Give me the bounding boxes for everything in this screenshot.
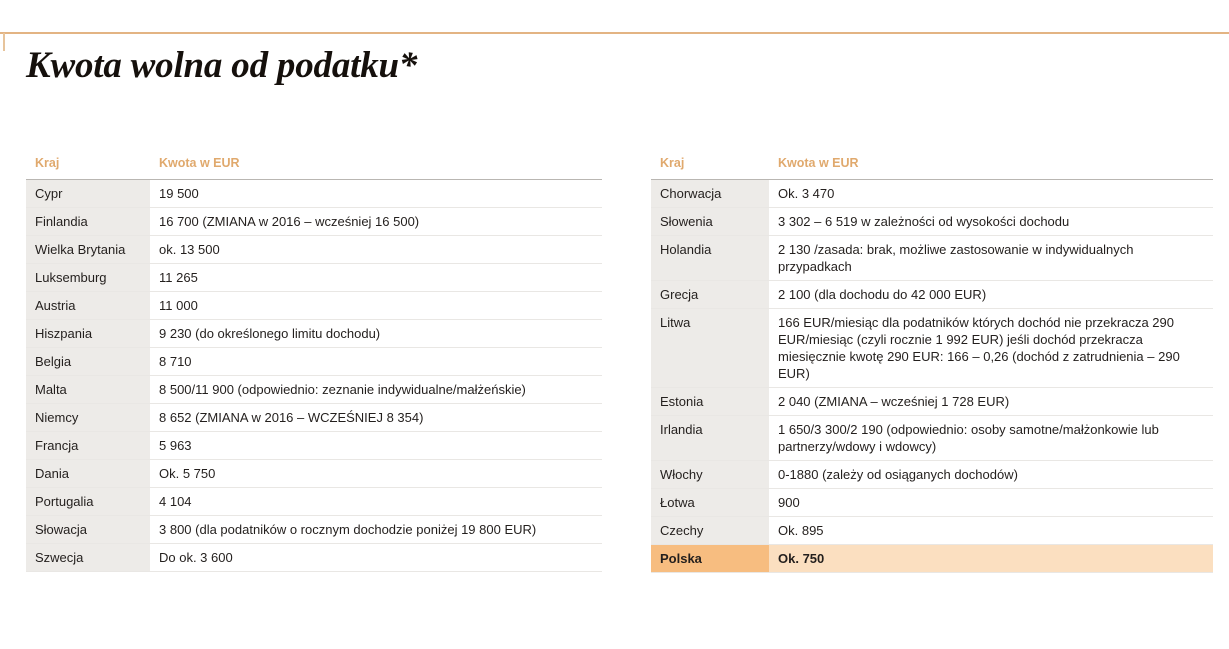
- right-table: [651, 156, 1213, 573]
- cell-amount: 11 265: [150, 264, 602, 292]
- table-row: [26, 432, 602, 460]
- cell-country: Austria: [26, 292, 150, 320]
- table-row: [26, 376, 602, 404]
- table-row: [651, 309, 1213, 388]
- left-table-body: [26, 180, 602, 572]
- cell-country: Grecja: [651, 281, 769, 309]
- top-accent-rule: [0, 32, 1229, 34]
- table-row: [651, 388, 1213, 416]
- cell-amount: 8 652 (ZMIANA w 2016 – WCZEŚNIEJ 8 354): [150, 404, 602, 432]
- table-row: [651, 545, 1213, 573]
- table-row: [651, 461, 1213, 489]
- column-header-country: Kraj: [651, 156, 769, 180]
- table-row: [26, 460, 602, 488]
- table-row: [26, 180, 602, 208]
- cell-country: Dania: [26, 460, 150, 488]
- cell-country: Litwa: [651, 309, 769, 388]
- cell-amount: 2 100 (dla dochodu do 42 000 EUR): [769, 281, 1213, 309]
- cell-amount: 0-1880 (zależy od osiąganych dochodów): [769, 461, 1213, 489]
- cell-amount: 900: [769, 489, 1213, 517]
- cell-amount: Ok. 750: [769, 545, 1213, 573]
- cell-amount: 8 710: [150, 348, 602, 376]
- cell-country: Finlandia: [26, 208, 150, 236]
- cell-amount: 3 302 – 6 519 w zależności od wysokości dochodu: [769, 208, 1213, 236]
- cell-country: Cypr: [26, 180, 150, 208]
- cell-amount: 2 130 /zasada: brak, możliwe zastosowanie w indywidualnych przypadkach: [769, 236, 1213, 281]
- table-row: [26, 208, 602, 236]
- cell-amount: Ok. 5 750: [150, 460, 602, 488]
- table-row: [26, 320, 602, 348]
- cell-country: Włochy: [651, 461, 769, 489]
- cell-amount: 19 500: [150, 180, 602, 208]
- cell-country: Luksemburg: [26, 264, 150, 292]
- cell-country: Francja: [26, 432, 150, 460]
- cell-amount: 4 104: [150, 488, 602, 516]
- cell-country: Belgia: [26, 348, 150, 376]
- left-table-container: [26, 156, 602, 572]
- cell-amount: 166 EUR/miesiąc dla podatników których dochód nie przekracza 290 EUR/miesiąc (czyli rocznie 1 992 EUR) jeśli dochód przekracza miesięcznie kwotę 290 EUR: 166 – 0,26 (dochód z zatrudnienia – 290 EUR): [769, 309, 1213, 388]
- cell-amount: Do ok. 3 600: [150, 544, 602, 572]
- column-header-amount: Kwota w EUR: [150, 156, 602, 180]
- cell-amount: ok. 13 500: [150, 236, 602, 264]
- table-row: [26, 516, 602, 544]
- cell-amount: 16 700 (ZMIANA w 2016 – wcześniej 16 500): [150, 208, 602, 236]
- cell-amount: 3 800 (dla podatników o rocznym dochodzie poniżej 19 800 EUR): [150, 516, 602, 544]
- cell-country: Szwecja: [26, 544, 150, 572]
- table-row: [26, 292, 602, 320]
- cell-country: Niemcy: [26, 404, 150, 432]
- table-header-row: [651, 156, 1213, 180]
- cell-country: Wielka Brytania: [26, 236, 150, 264]
- cell-country: Estonia: [651, 388, 769, 416]
- column-header-country: Kraj: [26, 156, 150, 180]
- cell-country: Słowacja: [26, 516, 150, 544]
- table-row: [651, 208, 1213, 236]
- cell-country: Hiszpania: [26, 320, 150, 348]
- cell-amount: Ok. 895: [769, 517, 1213, 545]
- cell-country: Irlandia: [651, 416, 769, 461]
- cell-country: Malta: [26, 376, 150, 404]
- cell-amount: 5 963: [150, 432, 602, 460]
- cell-country: Chorwacja: [651, 180, 769, 208]
- table-row: [26, 236, 602, 264]
- table-row: [26, 348, 602, 376]
- cell-country: Słowenia: [651, 208, 769, 236]
- cell-country: Portugalia: [26, 488, 150, 516]
- cell-amount: 1 650/3 300/2 190 (odpowiednio: osoby samotne/małżonkowie lub partnerzy/wdowy i wdowcy): [769, 416, 1213, 461]
- left-table: [26, 156, 602, 572]
- cell-amount: Ok. 3 470: [769, 180, 1213, 208]
- right-table-body: [651, 180, 1213, 573]
- cell-amount: 8 500/11 900 (odpowiednio: zeznanie indywidualne/małżeńskie): [150, 376, 602, 404]
- cell-country: Łotwa: [651, 489, 769, 517]
- table-row: [26, 264, 602, 292]
- cell-country: Czechy: [651, 517, 769, 545]
- table-row: [651, 416, 1213, 461]
- cell-amount: 11 000: [150, 292, 602, 320]
- table-header-row: [26, 156, 602, 180]
- page-title: Kwota wolna od podatku*: [26, 45, 418, 86]
- table-row: [651, 517, 1213, 545]
- cell-country: Holandia: [651, 236, 769, 281]
- right-table-container: [651, 156, 1213, 573]
- cell-country: Polska: [651, 545, 769, 573]
- table-row: [26, 488, 602, 516]
- top-accent-tick: [3, 33, 5, 51]
- cell-amount: 2 040 (ZMIANA – wcześniej 1 728 EUR): [769, 388, 1213, 416]
- table-row: [651, 236, 1213, 281]
- table-row: [651, 180, 1213, 208]
- table-row: [26, 544, 602, 572]
- table-row: [651, 281, 1213, 309]
- column-header-amount: Kwota w EUR: [769, 156, 1213, 180]
- cell-amount: 9 230 (do określonego limitu dochodu): [150, 320, 602, 348]
- table-row: [26, 404, 602, 432]
- table-row: [651, 489, 1213, 517]
